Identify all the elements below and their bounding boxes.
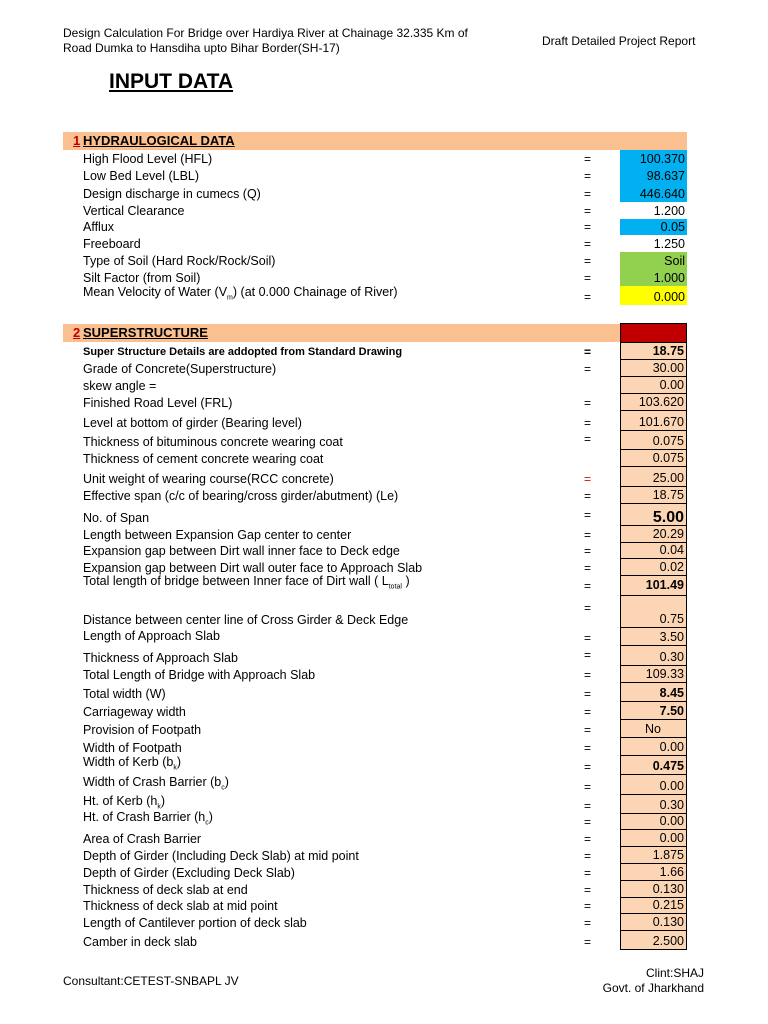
page-title: INPUT DATA xyxy=(109,70,234,93)
data-row xyxy=(0,847,768,864)
row-equals: = xyxy=(584,935,592,949)
row-equals: = xyxy=(584,237,592,251)
row-equals: = xyxy=(584,668,592,682)
row-label: Depth of Girder (Excluding Deck Slab) xyxy=(83,866,295,880)
row-equals: = xyxy=(584,579,592,593)
row-label: Distance between center line of Cross Girder & Deck Edge xyxy=(83,613,409,627)
data-row xyxy=(0,881,768,898)
data-row xyxy=(0,252,768,269)
row-label: Thickness of deck slab at mid point xyxy=(83,899,278,913)
row-label: Vertical Clearance xyxy=(83,204,185,218)
row-label: Total Length of Bridge with Approach Slab xyxy=(83,668,316,682)
data-row xyxy=(0,377,768,394)
row-equals: = xyxy=(584,472,592,486)
row-value: 0.00 xyxy=(620,775,687,795)
row-label: Thickness of deck slab at end xyxy=(83,883,248,897)
row-label: Total length of bridge between Inner face of Dirt wall ( $L_{total}$ ) xyxy=(83,573,410,590)
row-value: 18.75 xyxy=(620,487,687,504)
row-value: 1.66 xyxy=(620,864,687,881)
footer-client xyxy=(603,966,704,996)
data-row xyxy=(0,666,768,683)
row-equals: = xyxy=(584,741,592,755)
row-value: 0.30 xyxy=(620,795,687,814)
row-equals: = xyxy=(584,849,592,863)
row-value: 3.50 xyxy=(620,628,687,646)
row-equals: = xyxy=(584,815,592,829)
row-equals: = xyxy=(584,220,592,234)
row-equals: = xyxy=(584,780,592,794)
data-row xyxy=(0,738,768,756)
footer-consultant: Consultant:CETEST-SNBAPL JV xyxy=(63,974,239,988)
row-value: 2.500 xyxy=(620,931,687,950)
row-value: 0.05 xyxy=(620,219,687,235)
row-label: Grade of Concrete(Superstructure) xyxy=(83,362,277,376)
row-value: 103.620 xyxy=(620,394,687,411)
row-value: 0.02 xyxy=(620,559,687,576)
row-label: Afflux xyxy=(83,220,115,234)
row-equals: = xyxy=(584,631,592,645)
row-label: Design discharge in cumecs (Q) xyxy=(83,187,261,201)
row-equals: = xyxy=(584,271,592,285)
row-equals: = xyxy=(584,723,592,737)
row-equals: = xyxy=(584,760,592,774)
row-value: 100.370 xyxy=(620,150,687,167)
row-value: 7.50 xyxy=(620,702,687,720)
row-value: 1.250 xyxy=(653,237,685,251)
data-row xyxy=(0,431,768,450)
footer-client-line-1: Clint:SHAJ xyxy=(645,966,704,980)
row-equals: = xyxy=(584,362,592,376)
row-equals: = xyxy=(584,899,592,913)
header-report-type: Draft Detailed Project Report xyxy=(542,34,696,48)
data-row xyxy=(0,360,768,377)
row-value: 0.000 xyxy=(620,286,687,305)
row-label: High Flood Level (HFL) xyxy=(83,152,213,166)
row-value: 0.00 xyxy=(620,830,687,847)
row-value: 0.075 xyxy=(620,431,687,450)
row-label: Area of Crash Barrier xyxy=(83,832,202,846)
row-value: 20.29 xyxy=(620,526,687,543)
row-equals: = xyxy=(584,489,592,503)
row-equals: = xyxy=(584,883,592,897)
data-row xyxy=(0,830,768,847)
row-equals: = xyxy=(584,254,592,268)
data-row xyxy=(0,543,768,559)
data-row xyxy=(0,269,768,286)
row-value: 0.475 xyxy=(620,756,687,775)
row-label: Expansion gap between Dirt wall outer face to Approach Slab xyxy=(83,561,423,575)
row-value: 101.49 xyxy=(620,576,687,596)
row-label: Freeboard xyxy=(83,237,141,251)
section-hydraulogical-header xyxy=(63,132,687,150)
row-value: 18.75 xyxy=(620,343,687,360)
data-row xyxy=(0,235,768,252)
data-row xyxy=(0,702,768,720)
row-value: 30.00 xyxy=(620,360,687,377)
row-value: 8.45 xyxy=(620,683,687,702)
row-label: Length of Cantilever portion of deck slab xyxy=(83,916,307,930)
row-equals: = xyxy=(584,169,592,183)
row-value: 98.637 xyxy=(620,167,687,184)
data-row xyxy=(0,167,768,184)
row-equals: = xyxy=(584,705,592,719)
data-row xyxy=(0,683,768,702)
row-value: 446.640 xyxy=(620,184,687,202)
row-label: Super Structure Details are addopted from Standard Drawing xyxy=(83,346,403,358)
row-equals: = xyxy=(584,432,592,446)
row-equals: = xyxy=(584,601,592,615)
row-equals: = xyxy=(584,187,592,201)
row-label: Low Bed Level (LBL) xyxy=(83,169,200,183)
row-label: Unit weight of wearing course(RCC concrete) xyxy=(83,472,334,486)
data-row xyxy=(0,286,768,305)
row-equals: = xyxy=(584,648,592,662)
data-row xyxy=(0,411,768,431)
row-equals: = xyxy=(584,528,592,542)
row-value: 0.04 xyxy=(620,543,687,559)
data-row xyxy=(0,202,768,219)
data-row xyxy=(0,864,768,881)
row-label: Expansion gap between Dirt wall inner face to Deck edge xyxy=(83,544,400,558)
data-row xyxy=(0,931,768,950)
data-row xyxy=(0,343,768,360)
row-equals: = xyxy=(584,152,592,166)
data-row xyxy=(0,646,768,666)
row-value: 25.00 xyxy=(620,467,687,487)
row-label: Level at bottom of girder (Bearing level) xyxy=(83,416,302,430)
footer-client-line-2: Govt. of Jharkhand xyxy=(602,981,704,995)
data-row xyxy=(0,809,768,830)
data-row xyxy=(0,150,768,167)
row-value: 0.00 xyxy=(620,377,687,394)
row-value: 1.875 xyxy=(620,847,687,864)
document-header xyxy=(63,26,468,56)
header-line-2: Road Dumka to Hansdiha upto Bihar Border(SH-17) xyxy=(63,41,340,55)
row-equals: = xyxy=(584,832,592,846)
row-label: Ht. of Kerb $(h_k)$ xyxy=(83,793,166,810)
data-row xyxy=(0,914,768,931)
row-equals: = xyxy=(584,799,592,813)
row-label: Total width (W) xyxy=(83,687,166,701)
row-equals: = xyxy=(584,561,592,575)
row-value: 0.30 xyxy=(620,646,687,666)
data-row xyxy=(0,219,768,235)
data-row xyxy=(0,596,768,628)
row-label: Width of Kerb $(b_k)$ xyxy=(83,754,181,771)
row-label: Thickness of Approach Slab xyxy=(83,651,238,665)
row-label: Silt Factor (from Soil) xyxy=(83,271,201,285)
row-equals: = xyxy=(584,396,592,410)
row-equals: = xyxy=(584,416,592,430)
row-value: 0.130 xyxy=(620,914,687,931)
data-row xyxy=(0,756,768,775)
data-row xyxy=(0,467,768,487)
row-value: 0.00 xyxy=(620,814,687,830)
row-equals: = xyxy=(584,204,592,218)
row-equals: = xyxy=(584,508,592,522)
row-equals: = xyxy=(584,916,592,930)
row-value: 0.130 xyxy=(620,881,687,898)
data-row xyxy=(0,628,768,646)
row-label: Mean Velocity of Water $(V_m)$ (at 0.000 Chainage of River) xyxy=(83,284,398,301)
row-value: 0.215 xyxy=(620,898,687,914)
data-row xyxy=(0,394,768,411)
row-value: 0.00 xyxy=(620,738,687,756)
data-row xyxy=(0,573,768,596)
row-label: Camber in deck slab xyxy=(83,935,197,949)
row-equals: = xyxy=(584,345,592,359)
row-value: 0.075 xyxy=(620,450,687,467)
row-value: 101.670 xyxy=(620,411,687,431)
data-row xyxy=(0,504,768,526)
data-row xyxy=(0,487,768,504)
row-value: 1.000 xyxy=(620,269,687,286)
data-row xyxy=(0,720,768,738)
row-value: 5.00 xyxy=(620,504,687,526)
data-row xyxy=(0,450,768,467)
row-equals: = xyxy=(584,866,592,880)
section-title: HYDRAULOGICAL DATA xyxy=(83,133,235,148)
row-label: Finished Road Level (FRL) xyxy=(83,396,233,410)
row-label: Depth of Girder (Including Deck Slab) at mid point xyxy=(83,849,359,863)
row-label: Thickness of cement concrete wearing coat xyxy=(83,452,324,466)
section-number: 2 xyxy=(73,325,81,340)
row-label: Width of Footpath xyxy=(83,741,182,755)
data-row xyxy=(0,526,768,543)
row-equals: = xyxy=(584,687,592,701)
data-row xyxy=(0,184,768,202)
row-label: Provision of Footpath xyxy=(83,723,202,737)
row-label: Thickness of bituminous concrete wearing coat xyxy=(83,435,343,449)
row-label: Carriageway width xyxy=(83,705,186,719)
row-label: No. of Span xyxy=(83,511,150,525)
data-row xyxy=(0,775,768,795)
row-label: Ht. of Crash Barrier $(h_c)$ xyxy=(83,809,213,826)
row-label: Effective span (c/c of bearing/cross girder/abutment) (Le) xyxy=(83,489,399,503)
section-title: SUPERSTRUCTURE xyxy=(83,325,208,340)
row-value: 0.75 xyxy=(620,596,687,628)
section-marker-box xyxy=(620,323,687,343)
row-equals: = xyxy=(584,544,592,558)
row-value: Soil xyxy=(620,252,687,269)
row-label: Type of Soil (Hard Rock/Rock/Soil) xyxy=(83,254,276,268)
row-value: 1.200 xyxy=(653,204,685,218)
row-equals: = xyxy=(584,290,592,304)
row-label: Width of Crash Barrier $(b_c)$ xyxy=(83,774,229,791)
row-value: 109.33 xyxy=(620,666,687,683)
row-value: No xyxy=(620,720,687,738)
section-superstructure-header xyxy=(63,324,687,342)
row-label: Length between Expansion Gap center to center xyxy=(83,528,352,542)
row-label: Length of Approach Slab xyxy=(83,629,220,643)
row-label: skew angle = xyxy=(83,379,157,393)
data-row xyxy=(0,898,768,914)
header-line-1: Design Calculation For Bridge over Hardiya River at Chainage 32.335 Km of xyxy=(63,26,468,40)
section-number: 1 xyxy=(73,133,81,148)
